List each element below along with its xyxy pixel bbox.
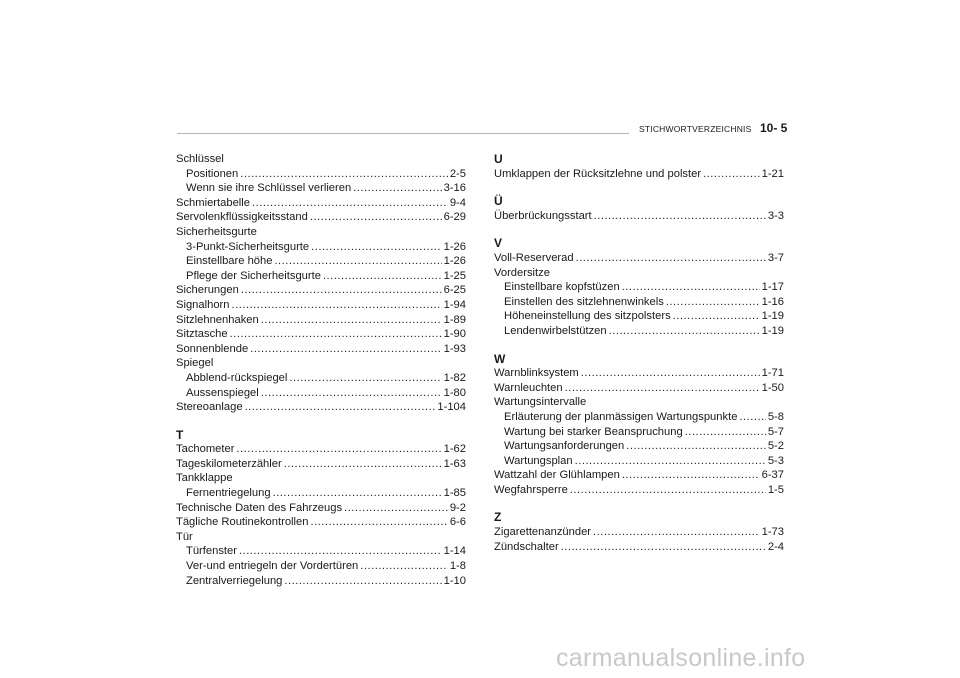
entry-term: Technische Daten des Fahrzeugs: [176, 501, 343, 514]
entry-term: Servolenkflüssigkeitsstand: [176, 211, 308, 224]
section-title: STICHWORTVERZEICHNIS: [639, 124, 752, 134]
index-entry: [494, 280, 784, 295]
entry-term: Wenn sie ihre Schlüssel verlieren: [186, 182, 352, 195]
index-entry: [494, 468, 784, 483]
letter-heading: Ü: [494, 194, 503, 209]
entry-term: Schmiertabelle: [176, 196, 250, 209]
index-entry: [176, 400, 466, 415]
entry-page: 1-19: [761, 324, 784, 337]
entry-term: 3-Punkt-Sicherheitsgurte: [186, 240, 310, 253]
index-heading: Wartungsintervalle: [494, 396, 587, 409]
index-column-left: [176, 152, 466, 588]
letter-heading: T: [176, 427, 184, 442]
entry-page: 5-7: [767, 425, 784, 438]
entry-page: 1-89: [443, 313, 466, 326]
entry-term: Positionen: [186, 167, 239, 180]
entry-term: Sicherungen: [176, 284, 239, 297]
entry-page: 3-3: [767, 209, 784, 222]
index-heading: Sicherheitsgurte: [176, 225, 257, 238]
dot-leader: [261, 386, 442, 401]
entry-page: 1-93: [443, 342, 466, 355]
dot-leader: [360, 559, 448, 574]
index-entry: [494, 525, 784, 540]
index-entry: [494, 454, 784, 469]
dot-leader: [666, 295, 760, 310]
header-rule: [177, 133, 629, 134]
entry-page: 1-8: [449, 560, 466, 573]
entry-page: 1-80: [443, 386, 466, 399]
letter-heading: V: [494, 236, 503, 251]
entry-term: Zigarettenanzünder: [494, 526, 592, 539]
entry-term: Einstellen des sitzlehnenwinkels: [504, 295, 664, 308]
index-entry: [494, 483, 784, 498]
dot-leader: [240, 167, 448, 182]
index-heading: Schlüssel: [176, 153, 224, 165]
index-entry: [494, 425, 784, 440]
index-entry: [176, 167, 466, 182]
entry-page: 1-26: [443, 240, 466, 253]
dot-leader: [593, 525, 760, 540]
index-heading: Vordersitze: [494, 266, 550, 279]
index-entry: [494, 381, 784, 396]
index-heading: Tür: [176, 530, 193, 543]
dot-leader: [241, 283, 442, 298]
entry-page: 1-19: [761, 310, 784, 323]
index-entry: [176, 240, 466, 255]
index-entry: [176, 327, 466, 342]
entry-term: Zentralverriegelung: [186, 574, 283, 587]
index-entry: [176, 371, 466, 386]
entry-page: 3-16: [443, 182, 466, 195]
dot-leader: [284, 457, 442, 472]
entry-term: Tageskilometerzähler: [176, 457, 282, 470]
section-gap: [494, 339, 784, 352]
entry-page: 1-50: [761, 381, 784, 394]
entry-page: 1-16: [761, 295, 784, 308]
index-entry: [494, 540, 784, 555]
entry-page: 1-62: [443, 443, 466, 456]
entry-page: 3-7: [767, 251, 784, 264]
entry-term: Sitztasche: [176, 328, 228, 341]
dot-leader: [311, 240, 441, 255]
index-heading: Spiegel: [176, 357, 214, 370]
watermark: carmanualsonline.info: [556, 644, 806, 672]
index-entry: [494, 324, 784, 339]
section-gap: [494, 497, 784, 510]
dot-leader: [575, 454, 766, 469]
dot-leader: [273, 486, 442, 501]
index-entry: [176, 181, 466, 196]
entry-page: 1-14: [443, 545, 466, 558]
dot-leader: [570, 483, 766, 498]
entry-page: 2-5: [449, 167, 466, 180]
index-entry: [176, 254, 466, 269]
dot-leader: [310, 210, 442, 225]
entry-term: Stereoanlage: [176, 401, 243, 414]
dot-leader: [594, 209, 766, 224]
entry-term: Sitzlehnenhaken: [176, 313, 259, 326]
entry-page: 9-2: [449, 501, 466, 514]
dot-leader: [626, 439, 766, 454]
index-entry: [176, 313, 466, 328]
index-entry: [494, 167, 784, 182]
entry-term: Voll-Reserverad: [494, 251, 574, 264]
entry-page: 1-90: [443, 328, 466, 341]
index-heading: Tankklappe: [176, 472, 233, 485]
entry-term: Signalhorn: [176, 298, 230, 311]
dot-leader: [739, 410, 765, 425]
entry-page: 5-8: [767, 410, 784, 423]
index-entry: [176, 544, 466, 559]
index-entry: [176, 486, 466, 501]
entry-page: 1-17: [761, 281, 784, 294]
entry-term: Wartung bei starker Beanspruchung: [504, 425, 683, 438]
dot-leader: [565, 381, 760, 396]
entry-page: 2-4: [767, 540, 784, 553]
dot-leader: [232, 298, 442, 313]
entry-page: 6-37: [761, 469, 784, 482]
dot-leader: [261, 313, 442, 328]
entry-term: Ver-und entriegeln der Vordertüren: [186, 560, 359, 573]
dot-leader: [236, 442, 441, 457]
dot-leader: [274, 254, 441, 269]
entry-term: Erläuterung der planmässigen Wartungspunkte: [504, 410, 738, 423]
index-entry: [176, 559, 466, 574]
index-entry: [494, 410, 784, 425]
entry-term: Sonnenblende: [176, 342, 249, 355]
index-entry: [494, 209, 784, 224]
entry-page: 6-25: [443, 284, 466, 297]
dot-leader: [581, 366, 760, 381]
entry-term: Einstellbare kopfstüzen: [504, 281, 620, 294]
entry-term: Fernentriegelung: [186, 487, 271, 500]
entry-term: Pflege der Sicherheitsgurte: [186, 269, 321, 282]
entry-term: Wartungsplan: [504, 454, 573, 467]
entry-term: Überbrückungsstart: [494, 209, 592, 222]
index-entry: [176, 457, 466, 472]
entry-page: 1-63: [443, 457, 466, 470]
entry-page: 5-2: [767, 440, 784, 453]
entry-page: 1-82: [443, 371, 466, 384]
entry-term: Lendenwirbelstützen: [504, 324, 607, 337]
dot-leader: [622, 468, 760, 483]
entry-term: Höheneinstellung des sitzpolsters: [504, 310, 671, 323]
dot-leader: [576, 251, 766, 266]
dot-leader: [622, 280, 760, 295]
index-entry: [176, 501, 466, 516]
entry-page: 5-3: [767, 454, 784, 467]
section-gap: [494, 223, 784, 236]
dot-leader: [703, 167, 760, 182]
dot-leader: [239, 544, 442, 559]
index-entry: [494, 366, 784, 381]
page-number: 10- 5: [760, 121, 788, 135]
entry-term: Einstellbare höhe: [186, 255, 273, 268]
entry-term: Tägliche Routinekontrollen: [176, 516, 309, 529]
index-entry: [176, 269, 466, 284]
entry-term: Warnblinksystem: [494, 367, 579, 380]
entry-page: 1-25: [443, 269, 466, 282]
dot-leader: [245, 400, 436, 415]
entry-page: 1-10: [443, 574, 466, 587]
entry-page: 1-71: [761, 367, 784, 380]
index-entry: [176, 574, 466, 589]
index-entry: [176, 283, 466, 298]
dot-leader: [344, 501, 448, 516]
letter-heading: U: [494, 152, 503, 166]
entry-term: Wegfahrsperre: [494, 483, 568, 496]
letter-heading: Z: [494, 510, 502, 525]
dot-leader: [289, 371, 441, 386]
entry-term: Zündschalter: [494, 540, 559, 553]
index-entry: [176, 196, 466, 211]
entry-page: 9-4: [449, 196, 466, 209]
entry-page: 1-73: [761, 526, 784, 539]
entry-term: Aussenspiegel: [186, 386, 259, 399]
index-entry: [176, 342, 466, 357]
entry-page: 1-85: [443, 487, 466, 500]
dot-leader: [250, 342, 441, 357]
entry-term: Abblend-rückspiegel: [186, 371, 288, 384]
dot-leader: [609, 324, 760, 339]
index-entry: [176, 210, 466, 225]
index-column-right: [494, 152, 784, 554]
index-entry: [176, 298, 466, 313]
entry-term: Warnleuchten: [494, 381, 563, 394]
index-entry: [176, 442, 466, 457]
entry-page: 1-104: [437, 401, 466, 414]
entry-page: 6-6: [449, 516, 466, 529]
section-gap: [494, 181, 784, 194]
entry-page: 6-29: [443, 211, 466, 224]
entry-page: 1-94: [443, 298, 466, 311]
entry-term: Umklappen der Rücksitzlehne und polster: [494, 167, 702, 180]
entry-term: Wartungsanforderungen: [504, 440, 625, 453]
index-entry: [176, 515, 466, 530]
entry-term: Türfenster: [186, 545, 237, 558]
entry-page: 1-21: [761, 167, 784, 180]
index-entry: [494, 295, 784, 310]
section-gap: [176, 415, 466, 428]
dot-leader: [685, 425, 766, 440]
index-entry: [494, 439, 784, 454]
index-entry: [494, 251, 784, 266]
dot-leader: [353, 181, 441, 196]
letter-heading: W: [494, 351, 506, 366]
dot-leader: [310, 515, 447, 530]
dot-leader: [252, 196, 448, 211]
dot-leader: [673, 309, 760, 324]
entry-page: 1-26: [443, 255, 466, 268]
dot-leader: [230, 327, 442, 342]
dot-leader: [323, 269, 442, 284]
index-entry: [176, 386, 466, 401]
dot-leader: [561, 540, 766, 555]
index-entry: [494, 309, 784, 324]
dot-leader: [284, 574, 441, 589]
entry-page: 1-5: [767, 483, 784, 496]
entry-term: Tachometer: [176, 443, 235, 456]
entry-term: Wattzahl der Glühlampen: [494, 469, 620, 482]
